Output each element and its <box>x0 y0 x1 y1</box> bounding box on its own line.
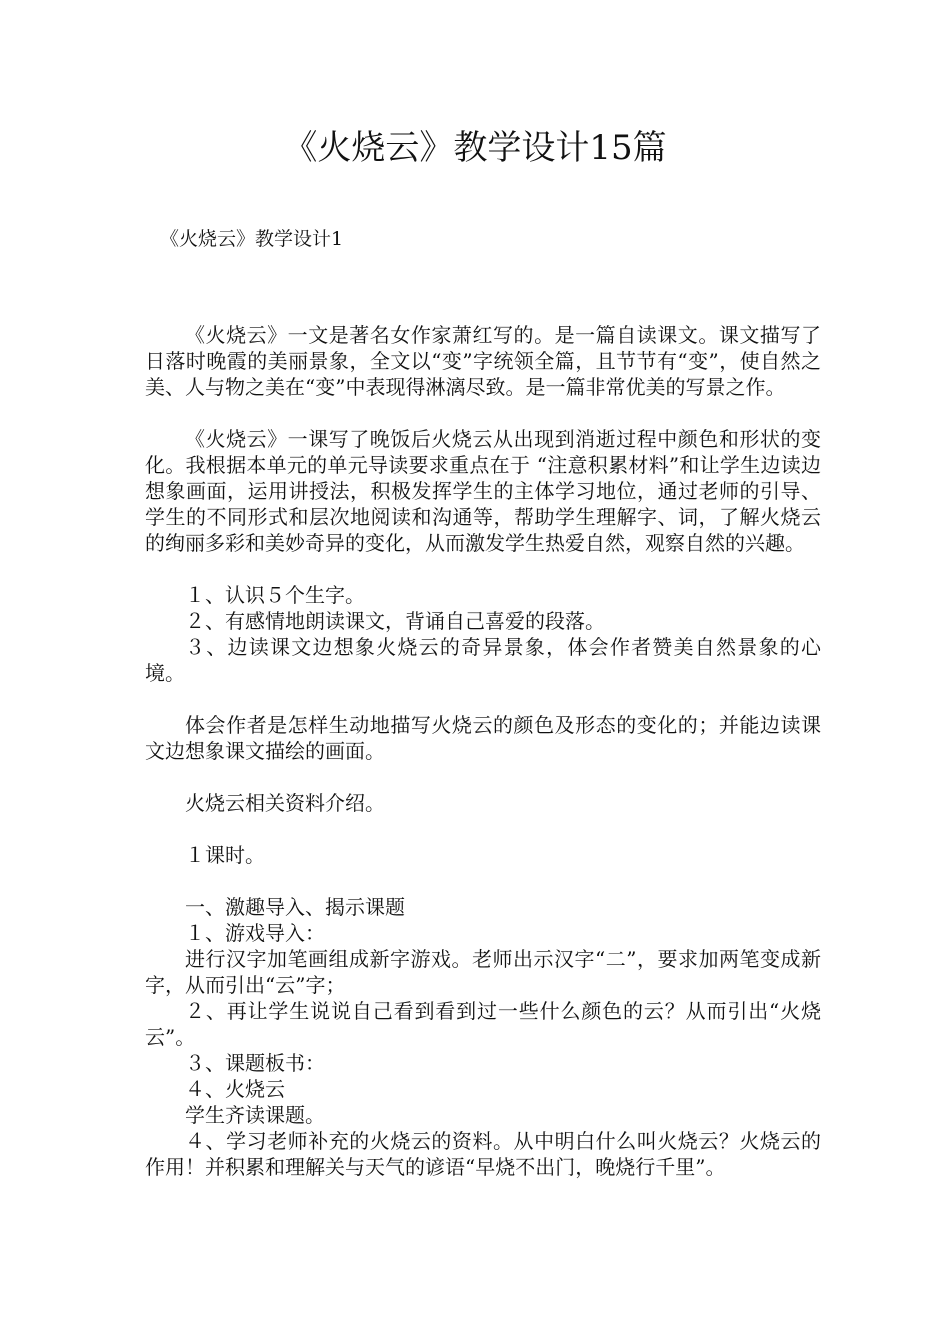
key-point-paragraph: 体会作者是怎样生动地描写火烧云的颜色及形态的变化的；并能边读课文边想象课文描绘的画面。 <box>145 713 821 763</box>
step-item: ４、学习老师补充的火烧云的资料。从中明白什么叫火烧云？火烧云的作用！并积累和理解关与天气的谚语“早烧不出门，晚烧行千里”。 <box>145 1129 821 1179</box>
step-text: 进行汉字加笔画组成新字游戏。老师出示汉字“二”，要求加两笔变成新字，从而引出“云”字； <box>145 947 821 997</box>
step-item: １、游戏导入： <box>185 921 325 945</box>
goal-item: ３、边读课文边想象火烧云的奇异景象，体会作者赞美自然景象的心境。 <box>145 635 821 685</box>
document-body <box>145 322 821 1180</box>
step-item: ３、课题板书： <box>185 1051 325 1075</box>
document-title: 《火烧云》教学设计15篇 <box>283 128 667 168</box>
step-item: ２、再让学生说说自己看到看到过一些什么颜色的云？从而引出“火烧云”。 <box>145 999 821 1049</box>
class-hours: １课时。 <box>185 843 265 867</box>
intro-paragraph: 《火烧云》一文是著名女作家萧红写的。是一篇自读课文。课文描写了日落时晚霞的美丽景象，全文以“变”字统领全篇，且节节有“变”，使自然之美、人与物之美在“变”中表现得淋漓尽致。是一篇非常优美的写景之作。 <box>145 323 821 399</box>
preparation-paragraph: 火烧云相关资料介绍。 <box>185 791 385 815</box>
goal-item: ２、有感情地朗读课文，背诵自己喜爱的段落。 <box>185 609 605 633</box>
goal-item: １、认识５个生字。 <box>185 583 365 607</box>
design-paragraph: 《火烧云》一课写了晚饭后火烧云从出现到消逝过程中颜色和形状的变化。我根据本单元的单元导读要求重点在于 “注意积累材料”和让学生边读边想象画面，运用讲授法，积极发挥学生的主体学习地位，通过老师的引导、学生的不同形式和层次地阅读和沟通等，帮助学生理解字、词，了解火烧云的绚丽多彩和美妙奇异的变化，从而激发学生热爱自然，观察自然的兴趣。 <box>145 427 821 555</box>
section-title: 《火烧云》教学设计1 <box>160 228 344 250</box>
step-item: ４、火烧云 <box>185 1077 285 1101</box>
step-text: 学生齐读课题。 <box>185 1103 325 1127</box>
step-heading: 一、激趣导入、揭示课题 <box>185 895 405 919</box>
